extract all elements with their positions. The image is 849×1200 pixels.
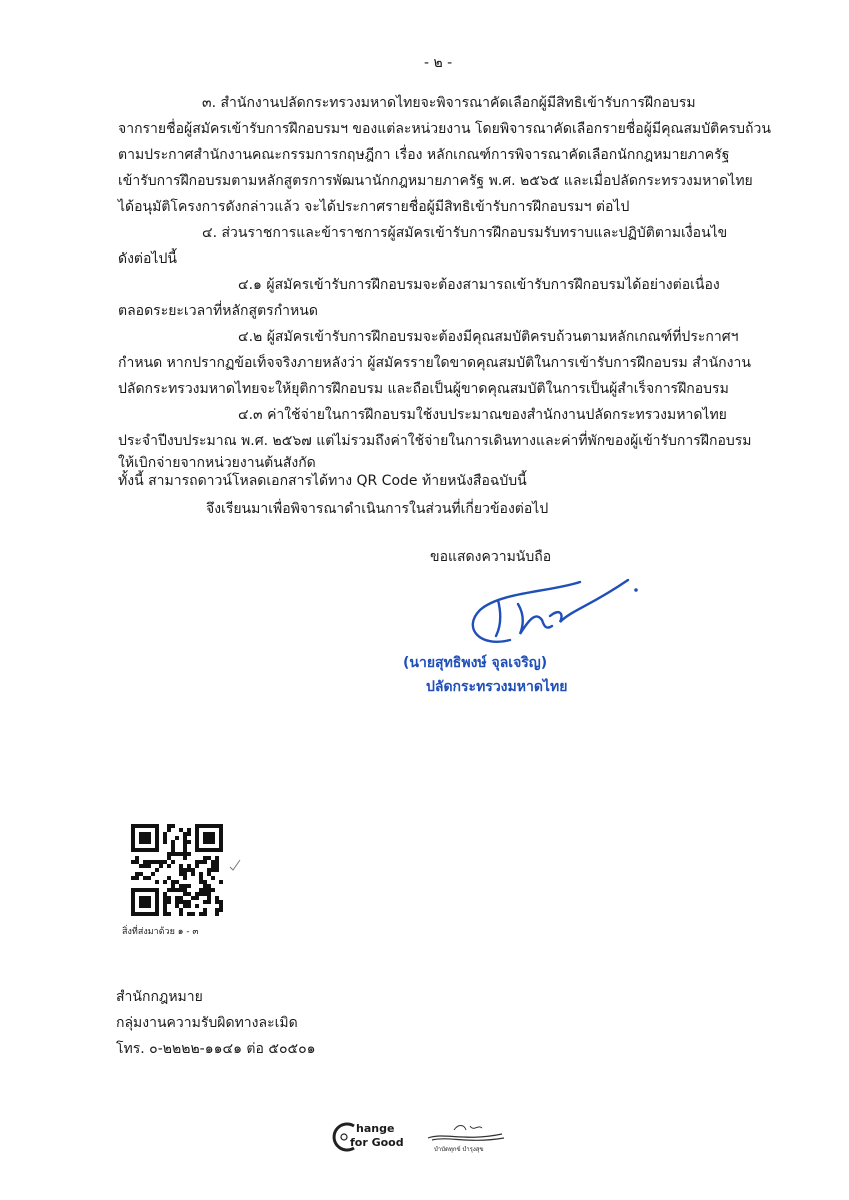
download-note: ทั้งนี้ สามารถดาวน์โหลดเอกสารได้ทาง QR Code ท้ายหนังสือฉบับนี้: [118, 473, 527, 489]
signer-name: (นายสุทธิพงษ์ จุลเจริญ): [403, 655, 548, 671]
paragraph-4-3-line-3: ให้เบิกจ่ายจากหน่วยงานต้นสังกัด: [118, 455, 316, 471]
qr-caption: สิ่งที่ส่งมาด้วย ๑ - ๓: [122, 927, 199, 937]
contact-group: กลุ่มงานความรับผิดทางละเมิด: [116, 1015, 298, 1031]
paragraph-4-1-line-1: ๔.๑ ผู้สมัครเข้ารับการฝึกอบรมจะต้องสามารถเข้ารับการฝึกอบรมได้อย่างต่อเนื่อง: [238, 277, 720, 293]
paragraph-4-2-line-1: ๔.๒ ผู้สมัครเข้ารับการฝึกอบรมจะต้องมีคุณสมบัติครบถ้วนตามหลักเกณฑ์ที่ประกาศฯ: [238, 329, 739, 345]
paragraph-4-line-2: ดังต่อไปนี้: [118, 251, 177, 267]
closing-salutation: ขอแสดงความนับถือ: [430, 549, 552, 565]
ministry-slogan: บำบัดทุกข์ บำรุงสุข: [434, 1146, 484, 1153]
check-mark-icon: [228, 858, 242, 872]
paragraph-4-line-1: ๔. ส่วนราชการและข้าราชการผู้สมัครเข้ารับการฝึกอบรมรับทราบและปฏิบัติตามเงื่อนไข: [202, 225, 728, 241]
signature-image: [440, 570, 640, 660]
qr-code: [131, 824, 223, 916]
paragraph-3-line-4: เข้ารับการฝึกอบรมตามหลักสูตรการพัฒนานักกฎหมายภาครัฐ พ.ศ. ๒๕๖๕ และเมื่อปลัดกระทรวงมหาดไทย: [118, 173, 753, 189]
logo-text-line-1: hange: [356, 1122, 395, 1135]
footer-logo: [330, 1120, 510, 1160]
page-number: - ๒ -: [424, 55, 453, 71]
ministry-ribbon-logo: [424, 1122, 506, 1144]
paragraph-3-line-1: ๓. สำนักงานปลัดกระทรวงมหาดไทยจะพิจารณาคัดเลือกผู้มีสิทธิเข้ารับการฝึกอบรม: [202, 95, 696, 111]
logo-text-line-2: for Good: [350, 1136, 404, 1149]
paragraph-4-2-line-3: ปลัดกระทรวงมหาดไทยจะให้ยุติการฝึกอบรม และถือเป็นผู้ขาดคุณสมบัติในการเป็นผู้สำเร็จการฝึกอบรม: [118, 381, 729, 397]
paragraph-3-line-3: ตามประกาศสำนักงานคณะกรรมการกฤษฎีกา เรื่อง หลักเกณฑ์การพิจารณาคัดเลือกนักกฎหมายภาครัฐ: [118, 147, 730, 163]
paragraph-4-3-line-2: ประจำปีงบประมาณ พ.ศ. ๒๕๖๗ แต่ไม่รวมถึงค่าใช้จ่ายในการเดินทางและค่าที่พักของผู้เข้ารับการฝึกอบรม: [118, 433, 752, 449]
paragraph-3-line-2: จากรายชื่อผู้สมัครเข้ารับการฝึกอบรมฯ ของแต่ละหน่วยงาน โดยพิจารณาคัดเลือกรายชื่อผู้มีคุณสมบัติครบถ้วน: [118, 121, 771, 137]
contact-office: สำนักกฎหมาย: [116, 989, 203, 1005]
paragraph-4-2-line-2: กำหนด หากปรากฏข้อเท็จจริงภายหลังว่า ผู้สมัครรายใดขาดคุณสมบัติในการเข้ารับการฝึกอบรม สำนักงาน: [118, 355, 751, 371]
contact-phone: โทร. ๐-๒๒๒๒-๑๑๔๑ ต่อ ๕๐๕๐๑: [116, 1041, 316, 1057]
paragraph-4-3-line-1: ๔.๓ ค่าใช้จ่ายในการฝึกอบรมใช้งบประมาณของสำนักงานปลัดกระทรวงมหาดไทย: [238, 407, 727, 423]
closing-request: จึงเรียนมาเพื่อพิจารณาดำเนินการในส่วนที่เกี่ยวข้องต่อไป: [206, 501, 549, 517]
paragraph-3-line-5: ได้อนุมัติโครงการดังกล่าวแล้ว จะได้ประกาศรายชื่อผู้มีสิทธิเข้ารับการฝึกอบรมฯ ต่อไป: [118, 199, 630, 215]
paragraph-4-1-line-2: ตลอดระยะเวลาที่หลักสูตรกำหนด: [118, 303, 318, 319]
signer-title: ปลัดกระทรวงมหาดไทย: [426, 679, 568, 695]
